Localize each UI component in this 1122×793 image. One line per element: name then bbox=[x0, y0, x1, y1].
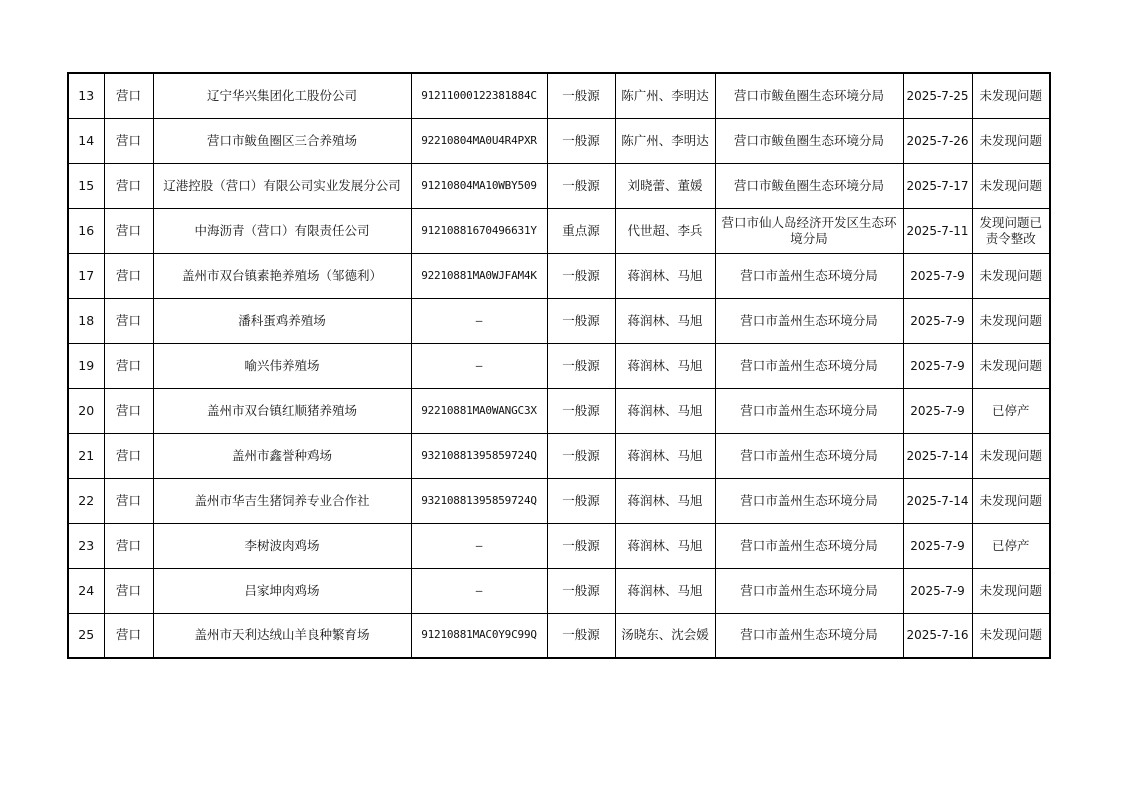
city-cell: 营口 bbox=[104, 478, 153, 523]
inspectors-cell: 刘晓蕾、董媛 bbox=[615, 163, 715, 208]
company-name-cell: 李树波肉鸡场 bbox=[153, 523, 411, 568]
inspection-date-cell: 2025-7-14 bbox=[903, 433, 972, 478]
source-type-cell: 一般源 bbox=[547, 343, 615, 388]
table-row bbox=[68, 388, 1050, 433]
row-number-cell: 15 bbox=[68, 163, 104, 208]
credit-code-cell: 92210881MA0WANGC3X bbox=[411, 388, 547, 433]
table-row bbox=[68, 523, 1050, 568]
inspection-date-cell: 2025-7-9 bbox=[903, 343, 972, 388]
company-name-cell: 营口市鲅鱼圈区三合养殖场 bbox=[153, 118, 411, 163]
credit-code-cell: — bbox=[411, 523, 547, 568]
inspectors-cell: 陈广州、李明达 bbox=[615, 73, 715, 118]
credit-code-cell: 91210881670496631Y bbox=[411, 208, 547, 253]
result-cell: 未发现问题 bbox=[972, 478, 1050, 523]
bureau-cell: 营口市盖州生态环境分局 bbox=[715, 478, 903, 523]
table-row bbox=[68, 118, 1050, 163]
result-cell: 未发现问题 bbox=[972, 433, 1050, 478]
inspection-date-cell: 2025-7-17 bbox=[903, 163, 972, 208]
inspectors-cell: 陈广州、李明达 bbox=[615, 118, 715, 163]
company-name-cell: 盖州市天利达绒山羊良种繁育场 bbox=[153, 613, 411, 658]
source-type-cell: 一般源 bbox=[547, 478, 615, 523]
row-number-cell: 14 bbox=[68, 118, 104, 163]
city-cell: 营口 bbox=[104, 343, 153, 388]
table-row bbox=[68, 253, 1050, 298]
inspectors-cell: 蒋润林、马旭 bbox=[615, 568, 715, 613]
table-row bbox=[68, 73, 1050, 118]
row-number-cell: 25 bbox=[68, 613, 104, 658]
source-type-cell: 一般源 bbox=[547, 298, 615, 343]
credit-code-cell: — bbox=[411, 568, 547, 613]
city-cell: 营口 bbox=[104, 388, 153, 433]
city-cell: 营口 bbox=[104, 118, 153, 163]
company-name-cell: 辽宁华兴集团化工股份公司 bbox=[153, 73, 411, 118]
credit-code-cell: 92210881MA0WJFAM4K bbox=[411, 253, 547, 298]
source-type-cell: 一般源 bbox=[547, 523, 615, 568]
table-row bbox=[68, 433, 1050, 478]
source-type-cell: 一般源 bbox=[547, 163, 615, 208]
source-type-cell: 一般源 bbox=[547, 73, 615, 118]
company-name-cell: 吕家坤肉鸡场 bbox=[153, 568, 411, 613]
source-type-cell: 重点源 bbox=[547, 208, 615, 253]
bureau-cell: 营口市盖州生态环境分局 bbox=[715, 433, 903, 478]
inspection-date-cell: 2025-7-26 bbox=[903, 118, 972, 163]
city-cell: 营口 bbox=[104, 163, 153, 208]
inspectors-cell: 蒋润林、马旭 bbox=[615, 433, 715, 478]
inspection-date-cell: 2025-7-9 bbox=[903, 253, 972, 298]
city-cell: 营口 bbox=[104, 523, 153, 568]
city-cell: 营口 bbox=[104, 433, 153, 478]
result-cell: 发现问题已责令整改 bbox=[972, 208, 1050, 253]
credit-code-cell: 91210804MA10WBY509 bbox=[411, 163, 547, 208]
company-name-cell: 盖州市华吉生猪饲养专业合作社 bbox=[153, 478, 411, 523]
source-type-cell: 一般源 bbox=[547, 613, 615, 658]
credit-code-cell: — bbox=[411, 298, 547, 343]
company-name-cell: 盖州市双台镇素艳养殖场（邹德利） bbox=[153, 253, 411, 298]
bureau-cell: 营口市鲅鱼圈生态环境分局 bbox=[715, 73, 903, 118]
result-cell: 未发现问题 bbox=[972, 118, 1050, 163]
table-body bbox=[68, 73, 1050, 658]
inspection-date-cell: 2025-7-11 bbox=[903, 208, 972, 253]
city-cell: 营口 bbox=[104, 568, 153, 613]
bureau-cell: 营口市鲅鱼圈生态环境分局 bbox=[715, 163, 903, 208]
row-number-cell: 22 bbox=[68, 478, 104, 523]
result-cell: 未发现问题 bbox=[972, 568, 1050, 613]
company-name-cell: 喻兴伟养殖场 bbox=[153, 343, 411, 388]
inspectors-cell: 代世超、李兵 bbox=[615, 208, 715, 253]
result-cell: 已停产 bbox=[972, 523, 1050, 568]
inspection-date-cell: 2025-7-9 bbox=[903, 568, 972, 613]
row-number-cell: 18 bbox=[68, 298, 104, 343]
bureau-cell: 营口市盖州生态环境分局 bbox=[715, 298, 903, 343]
source-type-cell: 一般源 bbox=[547, 388, 615, 433]
row-number-cell: 17 bbox=[68, 253, 104, 298]
source-type-cell: 一般源 bbox=[547, 118, 615, 163]
row-number-cell: 13 bbox=[68, 73, 104, 118]
row-number-cell: 19 bbox=[68, 343, 104, 388]
city-cell: 营口 bbox=[104, 613, 153, 658]
bureau-cell: 营口市盖州生态环境分局 bbox=[715, 523, 903, 568]
bureau-cell: 营口市盖州生态环境分局 bbox=[715, 568, 903, 613]
inspection-date-cell: 2025-7-9 bbox=[903, 523, 972, 568]
inspectors-cell: 蒋润林、马旭 bbox=[615, 253, 715, 298]
source-type-cell: 一般源 bbox=[547, 253, 615, 298]
result-cell: 未发现问题 bbox=[972, 163, 1050, 208]
credit-code-cell: 93210881395859724Q bbox=[411, 478, 547, 523]
row-number-cell: 20 bbox=[68, 388, 104, 433]
result-cell: 未发现问题 bbox=[972, 613, 1050, 658]
result-cell: 未发现问题 bbox=[972, 298, 1050, 343]
source-type-cell: 一般源 bbox=[547, 568, 615, 613]
row-number-cell: 23 bbox=[68, 523, 104, 568]
result-cell: 未发现问题 bbox=[972, 343, 1050, 388]
inspectors-cell: 汤晓东、沈会媛 bbox=[615, 613, 715, 658]
table-row bbox=[68, 568, 1050, 613]
table-row bbox=[68, 343, 1050, 388]
bureau-cell: 营口市鲅鱼圈生态环境分局 bbox=[715, 118, 903, 163]
bureau-cell: 营口市仙人岛经济开发区生态环境分局 bbox=[715, 208, 903, 253]
inspection-date-cell: 2025-7-16 bbox=[903, 613, 972, 658]
credit-code-cell: — bbox=[411, 343, 547, 388]
city-cell: 营口 bbox=[104, 73, 153, 118]
inspection-table bbox=[67, 72, 1051, 659]
table-row bbox=[68, 163, 1050, 208]
inspectors-cell: 蒋润林、马旭 bbox=[615, 298, 715, 343]
credit-code-cell: 93210881395859724Q bbox=[411, 433, 547, 478]
inspectors-cell: 蒋润林、马旭 bbox=[615, 388, 715, 433]
inspectors-cell: 蒋润林、马旭 bbox=[615, 523, 715, 568]
inspection-date-cell: 2025-7-9 bbox=[903, 298, 972, 343]
inspection-date-cell: 2025-7-9 bbox=[903, 388, 972, 433]
table-row bbox=[68, 298, 1050, 343]
company-name-cell: 潘科蛋鸡养殖场 bbox=[153, 298, 411, 343]
company-name-cell: 中海沥青（营口）有限责任公司 bbox=[153, 208, 411, 253]
result-cell: 未发现问题 bbox=[972, 253, 1050, 298]
table-row bbox=[68, 208, 1050, 253]
credit-code-cell: 92210804MA0U4R4PXR bbox=[411, 118, 547, 163]
result-cell: 已停产 bbox=[972, 388, 1050, 433]
city-cell: 营口 bbox=[104, 298, 153, 343]
inspection-date-cell: 2025-7-25 bbox=[903, 73, 972, 118]
company-name-cell: 辽港控股（营口）有限公司实业发展分公司 bbox=[153, 163, 411, 208]
credit-code-cell: 91211000122381884C bbox=[411, 73, 547, 118]
result-cell: 未发现问题 bbox=[972, 73, 1050, 118]
table-row bbox=[68, 478, 1050, 523]
company-name-cell: 盖州市双台镇红顺猪养殖场 bbox=[153, 388, 411, 433]
company-name-cell: 盖州市鑫誉种鸡场 bbox=[153, 433, 411, 478]
source-type-cell: 一般源 bbox=[547, 433, 615, 478]
bureau-cell: 营口市盖州生态环境分局 bbox=[715, 343, 903, 388]
city-cell: 营口 bbox=[104, 253, 153, 298]
inspectors-cell: 蒋润林、马旭 bbox=[615, 478, 715, 523]
bureau-cell: 营口市盖州生态环境分局 bbox=[715, 388, 903, 433]
credit-code-cell: 91210881MAC0Y9C99Q bbox=[411, 613, 547, 658]
table-row bbox=[68, 613, 1050, 658]
city-cell: 营口 bbox=[104, 208, 153, 253]
row-number-cell: 21 bbox=[68, 433, 104, 478]
inspectors-cell: 蒋润林、马旭 bbox=[615, 343, 715, 388]
row-number-cell: 16 bbox=[68, 208, 104, 253]
bureau-cell: 营口市盖州生态环境分局 bbox=[715, 613, 903, 658]
row-number-cell: 24 bbox=[68, 568, 104, 613]
inspection-date-cell: 2025-7-14 bbox=[903, 478, 972, 523]
bureau-cell: 营口市盖州生态环境分局 bbox=[715, 253, 903, 298]
